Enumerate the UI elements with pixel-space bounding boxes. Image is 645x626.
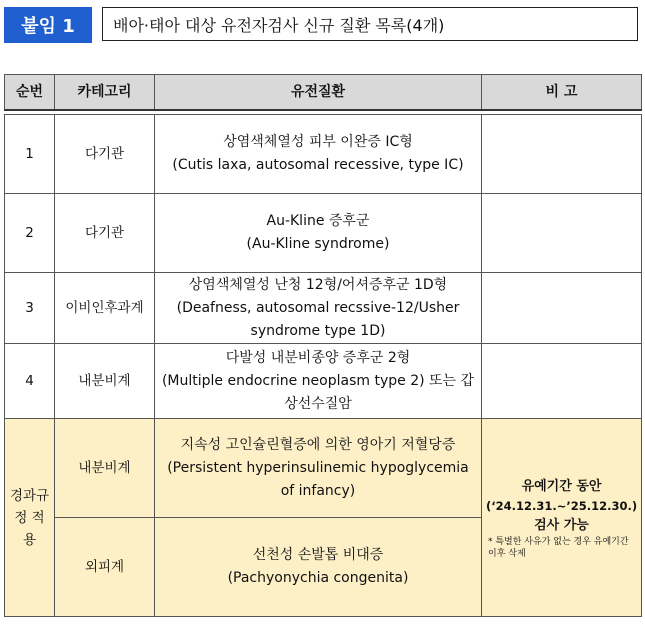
attachment-badge: 붙임 1 bbox=[4, 7, 92, 43]
grace-note-date: (‘24.12.31.~’25.12.30.) bbox=[486, 498, 638, 513]
grace-label: 경과규정 적용 bbox=[5, 419, 55, 617]
row-number: 4 bbox=[5, 344, 55, 419]
row-note bbox=[482, 115, 642, 194]
row-category: 다기관 bbox=[55, 194, 155, 273]
column-header-no: 순번 bbox=[5, 75, 55, 111]
table-row bbox=[5, 344, 642, 419]
row-disease: 지속성 고인슐린혈증에 의한 영아기 저혈당증 (Persistent hyperinsulinemic hypoglycemia of infancy) bbox=[155, 419, 482, 518]
row-disease bbox=[155, 194, 482, 273]
header bbox=[4, 7, 639, 43]
row-number: 1 bbox=[5, 115, 55, 194]
disease-english: (Cutis laxa, autosomal recessive, type IC) bbox=[172, 157, 464, 173]
row-category: 내분비계 bbox=[55, 419, 155, 518]
disease-korean: Au-Kline 증후군 bbox=[266, 213, 370, 229]
disease-korean: 상염색체열성 피부 이완증 IC형 bbox=[223, 134, 413, 150]
grace-note-small: * 특별한 사유가 없는 경우 유예기간 이후 삭제 bbox=[488, 536, 629, 559]
table-row bbox=[5, 115, 642, 194]
table-row bbox=[5, 194, 642, 273]
disease-korean: 다발성 내분비종양 증후군 2형 bbox=[225, 349, 411, 366]
row-disease bbox=[155, 518, 482, 617]
disease-english: (Pachyonychia congenita) bbox=[227, 570, 409, 586]
row-note bbox=[482, 273, 642, 344]
disease-english: (Au-Kline syndrome) bbox=[246, 236, 390, 252]
row-note bbox=[482, 344, 642, 419]
grace-note-main2: 검사 가능 bbox=[534, 517, 589, 533]
row-category: 내분비계 bbox=[55, 344, 155, 419]
column-header-note: 비 고 bbox=[482, 75, 642, 111]
disease-korean: 선천성 손발톱 비대증 bbox=[252, 547, 384, 563]
table-row-grace bbox=[5, 419, 642, 518]
row-disease bbox=[155, 344, 482, 419]
row-number: 2 bbox=[5, 194, 55, 273]
disease-english: (Deafness, autosomal recssive-12/Usher syndrome type 1D) bbox=[176, 299, 460, 339]
row-disease bbox=[155, 273, 482, 344]
row-note bbox=[482, 194, 642, 273]
row-category: 외피계 bbox=[55, 518, 155, 617]
table-header-row bbox=[5, 75, 642, 111]
row-number: 3 bbox=[5, 273, 55, 344]
grace-note bbox=[482, 419, 642, 617]
row-category: 다기관 bbox=[55, 115, 155, 194]
document-title: 배아·태아 대상 유전자검사 신규 질환 목록(4개) bbox=[102, 7, 638, 41]
disease-english: (Multiple endocrine neoplasm type 2) 또는 갑상선수질암 bbox=[161, 372, 475, 412]
table-row bbox=[5, 273, 642, 344]
row-category: 이비인후과계 bbox=[55, 273, 155, 344]
disease-korean: 상염색체열성 난청 12형/어셔증후군 1D형 bbox=[188, 276, 448, 293]
grace-note-main: 유예기간 동안 bbox=[521, 478, 602, 494]
column-header-category: 카테고리 bbox=[55, 75, 155, 111]
row-disease bbox=[155, 115, 482, 194]
column-header-disease: 유전질환 bbox=[155, 75, 482, 111]
disease-table bbox=[4, 74, 642, 617]
